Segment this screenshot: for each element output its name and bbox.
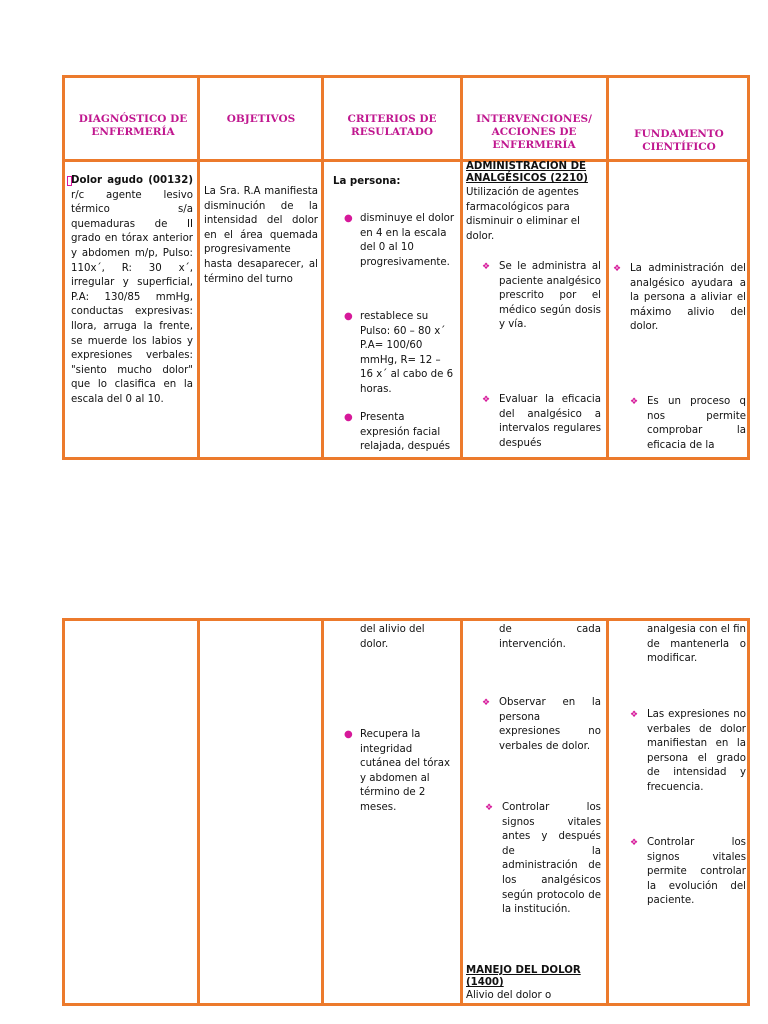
column-divider <box>197 78 200 457</box>
intervenciones-heading: ADMINISTRACION DE ANALGÉSICOS (2210) <box>466 161 588 184</box>
diamond-bullet-icon: ❖ <box>482 698 491 708</box>
bullet-dot-icon: ● <box>344 213 353 224</box>
diamond-bullet-icon: ❖ <box>630 397 639 407</box>
intervencion-item: ❖ Controlar los signos vitales antes y después de la administración de los analgésicos según protocolo de la institución. <box>485 802 601 916</box>
bullet-dot-icon: ● <box>344 729 353 740</box>
diagnostico-title: Dolor agudo (00132) <box>71 175 193 186</box>
header-intervenciones: INTERVENCIONES/ ACCIONES DE ENFERMERÍA <box>476 113 592 151</box>
header-objetivos: OBJETIVOS <box>226 113 296 125</box>
column-divider <box>606 621 609 1003</box>
diamond-bullet-icon: ❖ <box>630 710 639 720</box>
criterio-item: ● restablece su Pulso: 60 – 80 x´ P.A= 100/60 mmHg, R= 12 – 16 x´ al cabo de 6 horas. <box>344 311 454 395</box>
diamond-bullet-icon: ❖ <box>482 262 491 272</box>
diagnostico-text: r/c agente lesivo térmico s/a quemaduras de II grado en tórax anterior y abdomen m/p, Pulso: 110x´, R: 30 x´, irregular y superficial, P.A: 130/85 mmHg, conductas expresivas: llora, arruga la frente, se muerde los labios y expresiones verbales: "siento mucho dolor" que lo clasifica en la escala del 0 al 10. <box>71 189 193 405</box>
fundamento-item: ❖ Controlar los signos vitales permite controlar la evolución del paciente. <box>630 837 746 907</box>
intervenciones-intro: Utilización de agentes farmacológicos para disminuir o eliminar el dolor. <box>466 187 580 242</box>
header-diagnostico: DIAGNÓSTICO DE ENFERMERÍA <box>78 113 188 138</box>
column-divider <box>460 621 463 1003</box>
criterios-continuation: del alivio del dolor. <box>360 624 425 650</box>
column-divider <box>321 78 324 457</box>
bullet-dot-icon: ● <box>344 412 353 423</box>
header-fundamento: FUNDAMENTO CIENTÍFICO <box>634 128 724 153</box>
intervenciones-continuation: de cada intervención. <box>499 624 601 650</box>
objetivos-cell: La Sra. R.A manifiesta disminución de la intensidad del dolor en el área quemada progresivamente hasta desaparecer, al término del turno <box>204 186 318 285</box>
column-divider <box>197 621 200 1003</box>
fundamento-item: ❖ Es un proceso q nos permite comprobar la eficacia de la <box>630 396 746 451</box>
criterios-heading: La persona: <box>333 176 401 187</box>
intervencion-item: ❖ Observar en la persona expresiones no verbales de dolor. <box>482 697 601 752</box>
fundamento-item: ❖ Las expresiones no verbales de dolor manifiestan en la persona el grado de intensidad y frecuencia. <box>630 709 746 793</box>
fundamento-continuation: analgesia con el fin de mantenerla o modificar. <box>647 624 746 665</box>
bullet-marker-icon <box>67 176 72 186</box>
criterio-item: ● Presenta expresión facial relajada, después <box>344 412 451 453</box>
diamond-bullet-icon: ❖ <box>482 395 491 405</box>
column-divider <box>606 78 609 457</box>
header-criterios: CRITERIOS DE RESULATADO <box>347 113 437 138</box>
column-divider <box>460 78 463 457</box>
intervencion-item: ❖ Evaluar la eficacia del analgésico a intervalos regulares después <box>482 394 601 449</box>
intervenciones-tail: Alivio del dolor o <box>466 990 552 1001</box>
header-divider <box>65 159 747 162</box>
diagnostico-cell <box>71 174 193 408</box>
diamond-bullet-icon: ❖ <box>630 838 639 848</box>
bullet-dot-icon: ● <box>344 311 353 322</box>
intervencion-item: ❖ Se le administra al paciente analgésico prescrito por el médico según dosis y vía. <box>482 261 601 331</box>
care-plan-table-top <box>62 75 750 460</box>
fundamento-item: ❖ La administración del analgésico ayudara a la persona a aliviar el máximo alivio del dolor. <box>613 263 746 333</box>
diamond-bullet-icon: ❖ <box>613 264 622 274</box>
criterio-item: ● disminuye el dolor en 4 en la escala del 0 al 10 progresivamente. <box>344 213 455 268</box>
intervenciones-heading-2: MANEJO DEL DOLOR (1400) <box>466 965 581 988</box>
care-plan-table-bottom <box>62 618 750 1006</box>
diamond-bullet-icon: ❖ <box>485 803 494 813</box>
criterio-item: ● Recupera la integridad cutánea del tórax y abdomen al término de 2 meses. <box>344 729 450 813</box>
column-divider <box>321 621 324 1003</box>
